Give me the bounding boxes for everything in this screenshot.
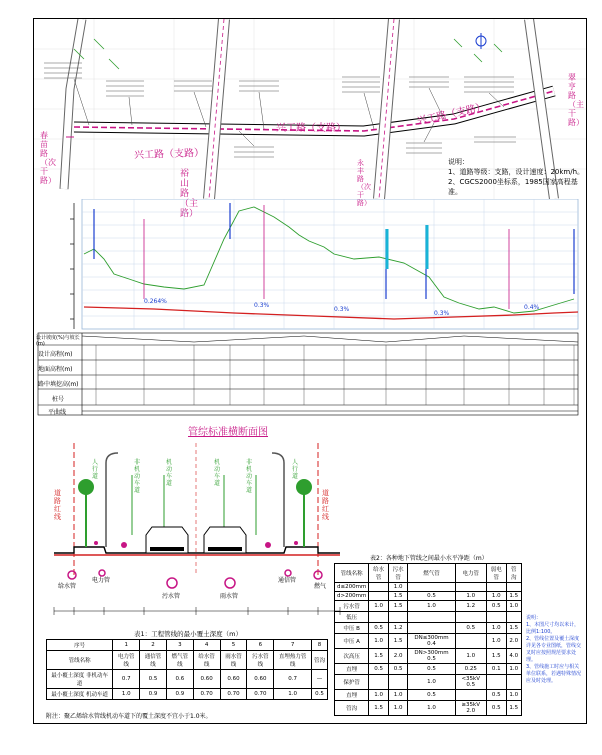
profile-row-label-curve: 平曲线 (48, 409, 67, 416)
table2-cell (408, 623, 455, 634)
table1-cell: 最小覆土深度 机动车道 (47, 689, 113, 700)
table1-row (47, 689, 328, 700)
table2-cell: 低压 (335, 612, 369, 623)
table2-cell (455, 583, 486, 592)
table2-cell: 0.5 (486, 690, 506, 701)
table2-cell (408, 612, 455, 623)
table1-cell: 1.0 (113, 689, 140, 700)
table2-cell: 2.0 (506, 634, 522, 649)
table1-cell: 0.9 (140, 689, 167, 700)
pipe-label-water: 给水管 (58, 583, 77, 590)
table1-cell: — (311, 670, 327, 689)
table1-row (47, 651, 328, 670)
table2-cell (486, 583, 506, 592)
profile-row-label-ground-elev: 地面高程(m) (38, 366, 73, 373)
lane-label-2: 非机动车道 (134, 459, 141, 494)
table1-cell: 0.60 (247, 670, 274, 689)
table2-row (335, 690, 522, 701)
table2-cell: 0.5 (486, 701, 506, 716)
table2-cell: 污水管 (335, 601, 369, 612)
table2-cell: 1.0 (388, 701, 408, 716)
table2-cell: 管线名称 (335, 564, 369, 583)
table1-cell: 污水管线 (247, 651, 274, 670)
table2-cell: 1.5 (369, 649, 389, 664)
table2-cell: 1.2 (388, 623, 408, 634)
table2-cell: 1.0 (408, 601, 455, 612)
table1-cell: 8 (311, 640, 327, 651)
table1-cell: 0.7 (113, 670, 140, 689)
lane-label-5: 非机动车道 (246, 459, 253, 494)
table2-cell: 给水管 (369, 564, 389, 583)
table2-row (335, 701, 522, 716)
table2-title: 表2：各种地下管线之间最小水平净距（m） (370, 555, 488, 562)
table2-cell: 次高压 (335, 649, 369, 664)
table2-cell: 直埋 (335, 690, 369, 701)
table2-cell: 1.0 (369, 601, 389, 612)
table2-cell: 1.5 (506, 623, 522, 634)
table2-cell: 1.0 (388, 583, 408, 592)
drawing-sheet (33, 18, 587, 724)
table1-cell: 0.60 (193, 670, 220, 689)
table2-cell: 0.5 (408, 664, 455, 675)
table2-row (335, 583, 522, 592)
table2-cell (369, 583, 389, 592)
table2-cell: 直埋 (335, 664, 369, 675)
table1-cell: 0.9 (166, 689, 193, 700)
table2-row (335, 601, 522, 612)
table2-cell: <35kV 0.5 (455, 675, 486, 690)
table1-cell: 给水管线 (193, 651, 220, 670)
profile-row-label-grade: 设计坡度(%)与坡长(m) (36, 335, 80, 347)
table2-row (335, 564, 522, 583)
grade-label-4: 0.3% (434, 310, 450, 317)
profile-view (34, 199, 586, 421)
table1-cell: 管线名称 (47, 651, 113, 670)
road-label-xinggong-3: 兴工路（支路） (416, 101, 487, 128)
table2-cell: 0.1 (486, 664, 506, 675)
table2-cell: ≥35kV 2.0 (455, 701, 486, 716)
table2-cell: 中压 B (335, 623, 369, 634)
grade-label-1: 0.264% (144, 298, 167, 305)
cross-section-title: 管综标准横断面图 (188, 427, 268, 438)
road-label-xinggong-2: 兴工路（支路） (276, 123, 346, 134)
side-label-left: 道路红线 (54, 489, 61, 521)
table1-cell: 0.7 (274, 670, 312, 689)
pipe-label-rain: 雨水管 (220, 593, 239, 600)
table1-cell: 通信管线 (140, 651, 167, 670)
profile-row-label-station: 桩号 (52, 396, 65, 403)
lane-label-6: 人行道 (292, 459, 299, 480)
table2-cell: 1.5 (369, 701, 389, 716)
table2-row (335, 592, 522, 601)
table2-cell: d>200mm (335, 592, 369, 601)
table2-notes (526, 615, 584, 685)
plan-notes (448, 157, 586, 197)
table2-cell: 1.0 (486, 634, 506, 649)
table2-note-2: 2、管线位置及覆土深度详见各专业图纸，管线交叉时应按照规范要求处理。 (526, 636, 582, 663)
table2-cell: d≤200mm (335, 583, 369, 592)
table2-cell (486, 612, 506, 623)
pipe-label-power: 电力管 (92, 577, 111, 584)
table1-cell: 电力管线 (113, 651, 140, 670)
table2-row (335, 649, 522, 664)
road-label-yongfeng: 永丰路（次干路） (357, 159, 371, 207)
table2-cell: 2.0 (388, 649, 408, 664)
table1-cell: 0.70 (220, 689, 247, 700)
pipe-label-gas: 燃气 (314, 583, 327, 590)
table1 (46, 639, 328, 700)
table2-cell: DN≤300mm 0.4 (408, 634, 455, 649)
table1-cell: 0.6 (166, 670, 193, 689)
lane-label-3: 机动车道 (166, 459, 173, 487)
road-label-cuiheng: 翠亨路（主干路） (568, 73, 584, 127)
table2 (334, 563, 522, 716)
table2-cell: 0.5 (388, 664, 408, 675)
table2-cell (506, 612, 522, 623)
table2-cell: 1.5 (388, 592, 408, 601)
grade-label-5: 0.4% (524, 304, 540, 311)
table2-cell: 1.0 (506, 664, 522, 675)
table1-cell: 最小覆土深度 非机动车道 (47, 670, 113, 689)
table1-cell: 5 (220, 640, 247, 651)
table1-cell: 2 (140, 640, 167, 651)
table2-cell: 0.5 (408, 690, 455, 701)
table2-cell: 1.0 (369, 690, 389, 701)
table2-cell (408, 583, 455, 592)
table2-cell (369, 612, 389, 623)
table1-cell: 0.60 (220, 670, 247, 689)
lane-label-1: 人行道 (92, 459, 99, 480)
table2-cell: 管沟 (506, 564, 522, 583)
table2-cell: 1.0 (506, 601, 522, 612)
plan-notes-title: 说明： (448, 158, 469, 166)
table1-cell: 6 (247, 640, 274, 651)
table2-cell (369, 592, 389, 601)
table2-cell: 1.0 (388, 690, 408, 701)
table2-row (335, 612, 522, 623)
table2-cell: 1.5 (388, 601, 408, 612)
table2-note-1: 1、本图尺寸均以米计，比例1:100。 (526, 622, 580, 635)
table1-cell: 雨水管线 (220, 651, 247, 670)
table2-cell (455, 690, 486, 701)
table2-cell (388, 612, 408, 623)
table2-cell: 0.5 (408, 592, 455, 601)
table2-cell: 1.0 (369, 634, 389, 649)
table2-row (335, 634, 522, 649)
table2-cell: 1.0 (486, 623, 506, 634)
table2-cell: 1.5 (388, 634, 408, 649)
table1-cell: 0.5 (140, 670, 167, 689)
profile-row-label-design-elev: 设计高程(m) (38, 351, 73, 358)
table2-cell: 1.0 (455, 592, 486, 601)
table2-cell: 1.5 (506, 592, 522, 601)
pipe-label-sewage: 污水管 (162, 593, 181, 600)
table2-cell (486, 675, 506, 690)
table1-cell: 直埋热力管线 (274, 651, 312, 670)
table2-cell: 1.0 (408, 701, 455, 716)
table2-cell: 4.0 (506, 649, 522, 664)
grade-label-3: 0.3% (334, 306, 350, 313)
table2-cell: 弱电管 (486, 564, 506, 583)
table2-cell: 0.5 (455, 623, 486, 634)
table1-cell: 管沟 (311, 651, 327, 670)
table2-row (335, 675, 522, 690)
table2-cell: 1.2 (455, 601, 486, 612)
table1-cell: 7 (274, 640, 312, 651)
table1-cell: 4 (193, 640, 220, 651)
table1-note: 附注：聚乙烯给水管线机动车道下的覆土深度不宜小于1.0米。 (46, 713, 212, 720)
table2-cell: 1.5 (506, 701, 522, 716)
table1-cell: 燃气管线 (166, 651, 193, 670)
table2-cell: 燃气管 (408, 564, 455, 583)
table2-cell: 1.5 (486, 649, 506, 664)
table2-cell: 1.0 (408, 675, 455, 690)
table2-cell: 0.5 (369, 623, 389, 634)
table1-cell: 0.70 (247, 689, 274, 700)
table2-cell: 电力管 (455, 564, 486, 583)
table2-cell (455, 612, 486, 623)
table2-cell (388, 675, 408, 690)
table2-cell (506, 675, 522, 690)
lane-label-4: 机动车道 (214, 459, 221, 487)
table2-cell: 污水管 (388, 564, 408, 583)
road-label-yushan: 裕山路（主路） (180, 169, 199, 219)
table2-cell: 1.0 (486, 592, 506, 601)
grade-label-2: 0.3% (254, 302, 270, 309)
table2-cell (506, 583, 522, 592)
table2-cell: 1.0 (455, 649, 486, 664)
table2-cell: 0.25 (455, 664, 486, 675)
table1-title: 表1：工程管线的最小覆土深度（m） (134, 630, 242, 638)
table1-row (47, 640, 328, 651)
side-label-right: 道路红线 (322, 489, 329, 521)
table2-cell: 0.5 (369, 664, 389, 675)
table2-cell (369, 675, 389, 690)
table1-cell: 0.5 (311, 689, 327, 700)
table2-row (335, 664, 522, 675)
table2-note-0: 说明： (526, 615, 542, 621)
table1-cell: 序号 (47, 640, 113, 651)
table1-cell: 1.0 (274, 689, 312, 700)
table2-row (335, 623, 522, 634)
table2-cell: 管沟 (335, 701, 369, 716)
table1-row (47, 670, 328, 689)
profile-row-label-cut-fill: 路中填挖高(m) (38, 381, 79, 388)
table1-cell: 1 (113, 640, 140, 651)
table1-cell: 0.70 (193, 689, 220, 700)
plan-note-2: 2、CGCS2000坐标系，1985国家高程基准。 (448, 178, 578, 196)
road-label-xinggong-1: 兴工路（支路） (133, 147, 205, 162)
table2-note-3: 3、管线施工时应与相关单位联系，若遇特殊情况应及时处理。 (526, 664, 582, 684)
table2-cell: 0.5 (486, 601, 506, 612)
north-arrow-icon (476, 33, 486, 49)
road-label-chunmiao: 春苗路（次干路） (40, 131, 56, 185)
plan-note-1: 1、道路等级：支路，设计速度：20km/h。 (448, 168, 585, 176)
table1-cell: 3 (166, 640, 193, 651)
table2-cell: 中压 A (335, 634, 369, 649)
table2-cell: DN>300mm 0.5 (408, 649, 455, 664)
table2-cell (455, 634, 486, 649)
pipe-label-telecom: 通信管 (278, 577, 297, 584)
table2-cell: 保护管 (335, 675, 369, 690)
table2-cell: 1.0 (506, 690, 522, 701)
